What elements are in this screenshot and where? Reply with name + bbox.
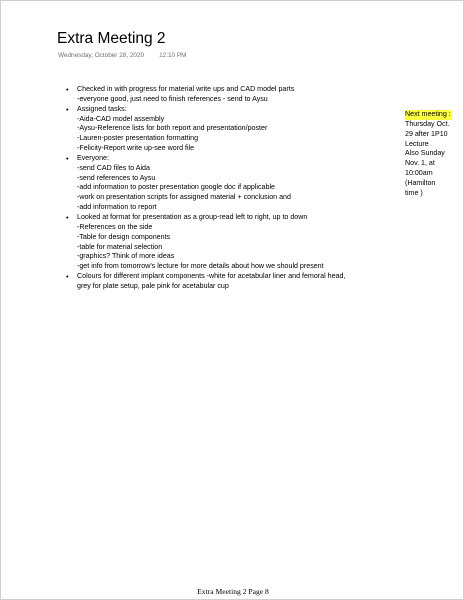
note-line[interactable]: -send references to Aysu	[77, 173, 156, 182]
note-line[interactable]: Colours for different implant components -white for acetabular liner and femoral head,	[77, 272, 346, 281]
sidenote-line: 29 after 1P10	[405, 129, 448, 138]
note-line[interactable]: grey for plate setup, pale pink for acetabular cup	[77, 281, 229, 290]
sidenote-line: Also Sunday	[405, 149, 445, 158]
note-line[interactable]: -Lauren-poster presentation formatting	[77, 134, 199, 143]
note-line[interactable]: -add information to poster presentation google doc if applicable	[77, 183, 275, 192]
page-metadata	[58, 51, 186, 60]
page-title[interactable]: Extra Meeting 2	[57, 30, 166, 47]
note-line[interactable]: -get info from tomorrow's lecture for more details about how we should present	[77, 262, 324, 271]
list-item	[65, 213, 395, 272]
list-item	[65, 272, 395, 292]
next-meeting-highlight: Next meeting :	[405, 110, 451, 118]
sidenote-line: time )	[405, 188, 423, 197]
note-line[interactable]: -table for material selection	[77, 242, 163, 251]
page-footer: Extra Meeting 2 Page 8	[197, 587, 269, 596]
bullet-icon: •	[66, 153, 69, 163]
note-line[interactable]: -Aysu-Reference lists for both report and presentation/poster	[77, 124, 268, 133]
page-date: Wednesday, October 28, 2020	[58, 52, 145, 59]
sidenote-line: Thursday Oct.	[405, 119, 450, 128]
sidenote-line: (Hamilton	[405, 178, 436, 187]
note-line[interactable]: Everyone:	[77, 153, 109, 162]
list-item	[65, 154, 395, 213]
bullet-icon: •	[66, 272, 69, 282]
note-line[interactable]: -graphics? Think of more ideas	[77, 252, 175, 261]
note-line[interactable]: Looked at format for presentation as a group-read left to right, up to down	[77, 212, 308, 221]
page-time: 12:10 PM	[159, 52, 187, 59]
bullet-icon: •	[66, 85, 69, 94]
next-meeting-note[interactable]	[405, 110, 461, 199]
notes-list	[65, 85, 395, 292]
note-line[interactable]: -Aida-CAD model assembly	[77, 114, 165, 123]
sidenote-line: Nov. 1, at	[405, 159, 435, 168]
note-line[interactable]: -send CAD files to Aida	[77, 163, 150, 172]
sidenote-line: Lecture	[405, 139, 429, 148]
note-line[interactable]: -add information to report	[77, 203, 157, 212]
list-item	[65, 105, 395, 154]
note-line[interactable]: -everyone good, just need to finish references - send to Aysu	[77, 94, 268, 103]
note-line[interactable]: Checked in with progress for material write ups and CAD model parts	[77, 85, 295, 93]
note-line[interactable]: -work on presentation scripts for assigned material + conclusion and	[77, 193, 291, 202]
sidenote-line: 10:00am	[405, 169, 433, 178]
note-line[interactable]: -References on the side	[77, 222, 153, 231]
list-item	[65, 85, 395, 105]
note-line[interactable]: -Table for design components	[77, 232, 171, 241]
note-line[interactable]: Assigned tasks:	[77, 104, 127, 113]
note-line[interactable]: -Felicity-Report write up-see word file	[77, 144, 195, 153]
bullet-icon: •	[66, 212, 69, 222]
bullet-icon: •	[66, 104, 69, 114]
